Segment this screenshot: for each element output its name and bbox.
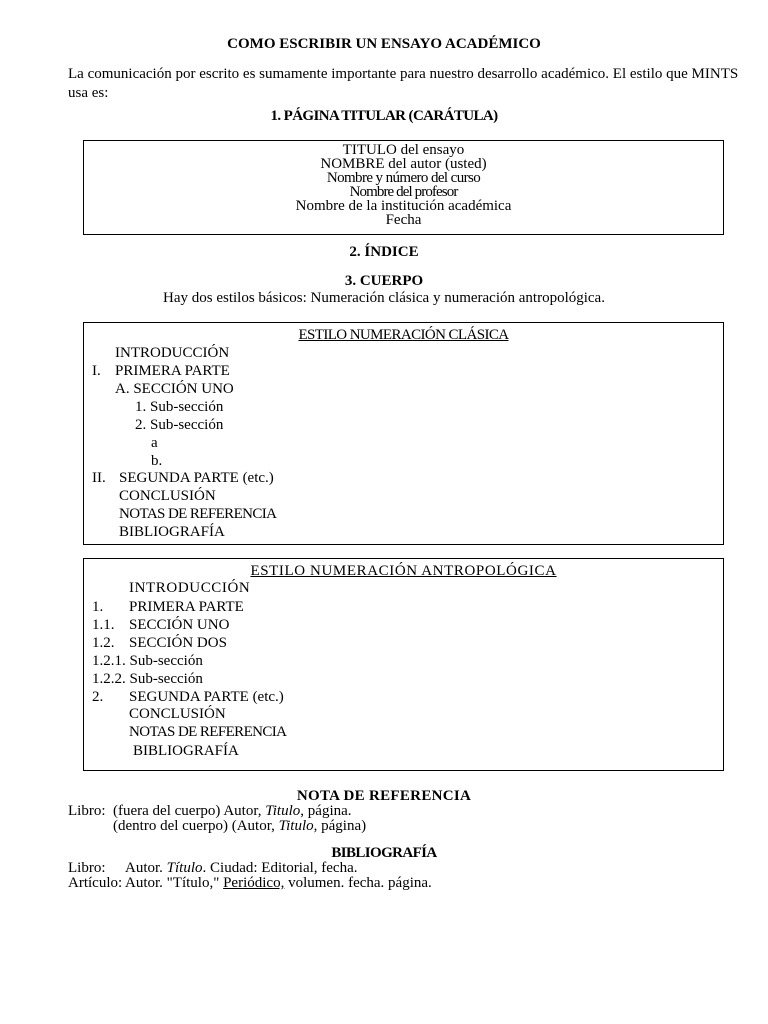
title-page-box [83, 140, 724, 235]
intro-line-2: usa es: [68, 85, 109, 101]
bibliography-article: Autor. "Título," Periódico, volumen. fecha. página. [125, 875, 432, 891]
anthro-sec2: SECCIÓN DOS [129, 635, 227, 651]
title-page-line: NOMBRE del autor (usted) [320, 156, 487, 172]
section-3-intro: Hay dos estilos básicos: Numeración clásica y numeración antropológica. [163, 290, 605, 306]
classic-sub-2: 2. Sub-sección [135, 417, 224, 433]
classic-section-a: A. SECCIÓN UNO [115, 381, 234, 397]
anthro-numbering-box [83, 558, 724, 771]
anthro-sub-121: 1.2.1. Sub-sección [92, 653, 203, 669]
bibliography-heading: BIBLIOGRAFÍA [331, 845, 437, 861]
document-title: COMO ESCRIBIR UN ENSAYO ACADÉMICO [227, 36, 541, 52]
reference-note-label: Libro: [68, 803, 106, 819]
classic-part1-num: I. [92, 363, 101, 379]
anthro-intro: INTRODUCCIÓN [129, 580, 251, 596]
title-page-line: TITULO del ensayo [342, 142, 465, 158]
anthro-n2: 2. [92, 689, 104, 705]
classic-notes: NOTAS DE REFERENCIA [119, 506, 277, 522]
classic-part2: SEGUNDA PARTE (etc.) [119, 470, 274, 486]
bibliography-article-label: Artículo: [68, 875, 123, 891]
anthro-notes: NOTAS DE REFERENCIA [129, 724, 287, 740]
anthro-part2: SEGUNDA PARTE (etc.) [129, 689, 284, 705]
title-page-line: Nombre de la institución académica [295, 198, 512, 214]
anthro-n1: 1. [92, 599, 104, 615]
reference-note-line-2: (dentro del cuerpo) (Autor, Titulo, página) [113, 818, 367, 834]
bibliography-book-label: Libro: [68, 860, 106, 876]
section-3-heading: 3. CUERPO [344, 273, 424, 289]
section-2-heading: 2. ÍNDICE [349, 244, 419, 260]
reference-note-line-1: (fuera del cuerpo) Autor, Titulo, página. [113, 803, 352, 819]
anthro-bibliography: BIBLIOGRAFÍA [133, 743, 239, 759]
classic-intro: INTRODUCCIÓN [115, 345, 230, 361]
title-page-line: Fecha [385, 212, 422, 228]
anthro-n11: 1.1. [92, 617, 115, 633]
classic-bibliography: BIBLIOGRAFÍA [119, 524, 225, 540]
anthro-title: ESTILO NUMERACIÓN ANTROPOLÓGICA [250, 563, 557, 579]
title-page-lines [84, 143, 723, 227]
classic-title: ESTILO NUMERACIÓN CLÁSICA [298, 327, 509, 343]
classic-sub-a: a [151, 435, 158, 451]
intro-line-1: La comunicación por escrito es sumamente importante para nuestro desarrollo académico. El estilo que MINTS [68, 66, 739, 82]
classic-conclusion: CONCLUSIÓN [119, 488, 216, 504]
section-1-heading: 1. PÁGINA TITULAR (CARÁTULA) [270, 108, 498, 124]
bibliography-book: Autor. Título. Ciudad: Editorial, fecha. [125, 860, 358, 876]
anthro-n12: 1.2. [92, 635, 115, 651]
reference-note-heading: NOTA DE REFERENCIA [296, 788, 472, 804]
classic-sub-b: b. [151, 453, 163, 469]
classic-part1: PRIMERA PARTE [115, 363, 230, 379]
title-page-line: Nombre del profesor [349, 184, 458, 200]
title-page-line: Nombre y número del curso [326, 170, 481, 186]
anthro-conclusion: CONCLUSIÓN [129, 706, 226, 722]
classic-sub-1: 1. Sub-sección [135, 399, 224, 415]
classic-numbering-box [83, 322, 724, 545]
anthro-sec1: SECCIÓN UNO [129, 617, 230, 633]
anthro-part1: PRIMERA PARTE [129, 599, 244, 615]
classic-part2-num: II. [92, 470, 106, 486]
anthro-sub-122: 1.2.2. Sub-sección [92, 671, 203, 687]
